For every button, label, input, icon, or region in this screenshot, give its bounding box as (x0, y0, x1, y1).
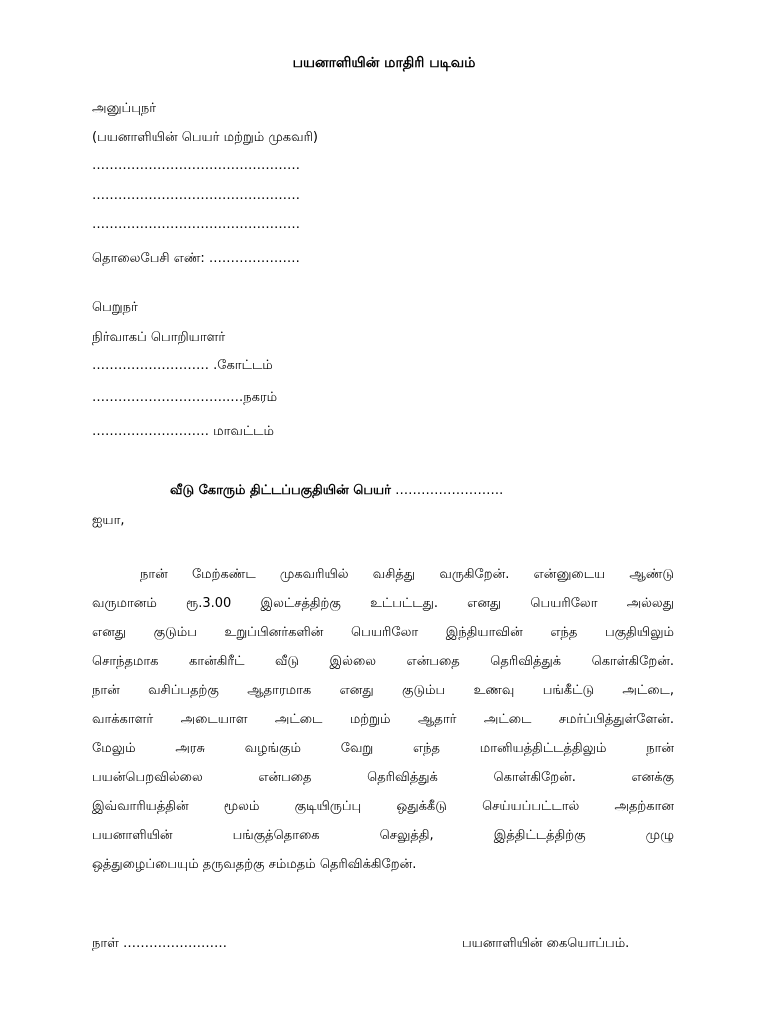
salutation: ஐயா, (92, 513, 125, 528)
sender-address-line: ………………………………………… (92, 217, 300, 232)
body-line: பயனாளியின் பங்குத்தொகை செலுத்தி, இத்திட்டத்திற்கு முழு (92, 828, 674, 843)
body-line: பயன்பெறவில்லை என்பதை தெரிவித்துக் கொள்கிறேன். எனக்கு (92, 770, 674, 785)
subject-blank: ……………………. (395, 483, 504, 498)
subject-label: வீடு கோரும் திட்டப்பகுதியின் பெயர் (170, 483, 391, 498)
body-line: எனது குடும்ப உறுப்பினர்களின் பெயரிலோ இந்தியாவின் எந்த பகுதியிலும் (92, 625, 674, 640)
date-line: நாள் …………………… (92, 936, 227, 951)
sender-phone: தொலைபேசி எண்: ………………… (92, 251, 300, 266)
form-title: பயனாளியின் மாதிரி படிவம் (292, 55, 476, 71)
subject-line (170, 482, 503, 500)
recipient-line-division: ……………………… .கோட்டம் (92, 358, 273, 373)
recipient-line-district: ……………………… மாவட்டம் (92, 424, 274, 439)
body-paragraph (92, 565, 674, 884)
body-line: வாக்காளர் அடையாள அட்டை மற்றும் ஆதார் அட்டை சமர்ப்பித்துள்ளேன். (92, 712, 674, 727)
body-line: வருமானம் ரூ.3.00 இலட்சத்திற்கு உட்பட்டது. எனது பெயரிலோ அல்லது (92, 596, 674, 611)
body-line: மேலும் அரசு வழங்கும் வேறு எந்த மானியத்திட்டத்திலும் நான் (92, 741, 674, 756)
recipient-heading: பெறுநர் (92, 300, 138, 315)
body-line: நான் மேற்கண்ட முகவரியில் வசித்து வருகிறேன். என்னுடைய ஆண்டு (140, 567, 674, 582)
sender-heading: அனுப்புநர் (92, 101, 157, 116)
body-line: இவ்வாரியத்தின் மூலம் குடியிருப்பு ஒதுக்கீடு செய்யப்பட்டால் அதற்கான (92, 799, 674, 814)
signature-label: பயனாளியின் கையொப்பம். (462, 936, 630, 951)
recipient-line-city: …………………………..…நகரம் (92, 390, 278, 405)
sender-address-line: ………………………………………… (92, 158, 300, 173)
sender-address-line: ………………………………………… (92, 188, 300, 203)
recipient-designation: நிர்வாகப் பொறியாளர் (92, 330, 226, 345)
body-line: நான் வசிப்பதற்கு ஆதாரமாக எனது குடும்ப உணவு பங்கீட்டு அட்டை, (92, 683, 674, 698)
body-line: ஒத்துழைப்பையும் தருவதற்கு சம்மதம் தெரிவிக்கிறேன். (92, 857, 417, 872)
sender-note: (பயனாளியின் பெயர் மற்றும் முகவரி) (92, 130, 318, 145)
body-line: சொந்தமாக கான்கிரீட் வீடு இல்லை என்பதை தெரிவித்துக் கொள்கிறேன். (92, 654, 674, 669)
